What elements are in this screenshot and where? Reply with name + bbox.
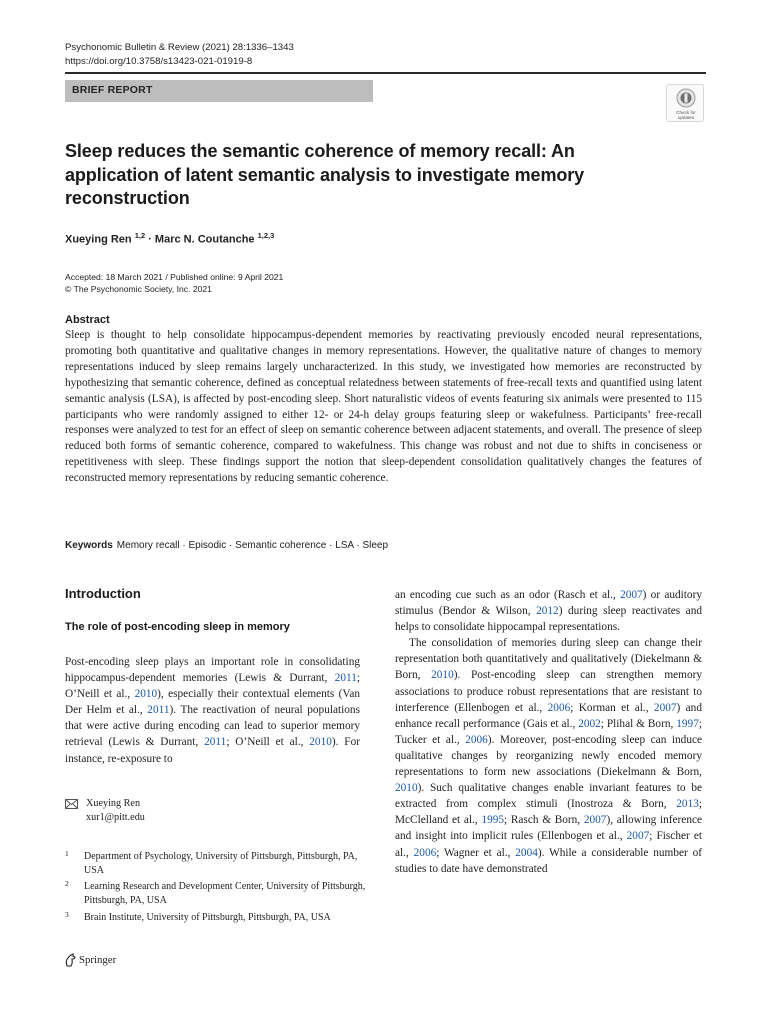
- citation-link[interactable]: 2007: [620, 589, 643, 601]
- abstract-heading: Abstract: [65, 314, 110, 326]
- citation-link[interactable]: 2006: [413, 846, 437, 859]
- publication-dates: Accepted: 18 March 2021 / Published online: 9 April 2021: [65, 272, 284, 282]
- author-affiliation-marker: 1,2,3: [257, 231, 275, 240]
- keywords: [65, 540, 388, 551]
- right-column-text: [395, 587, 702, 877]
- citation-link[interactable]: 2013: [676, 798, 699, 811]
- citation-link[interactable]: 2011: [204, 736, 227, 749]
- author-affiliation-marker: 1,2: [134, 231, 146, 240]
- citation-link[interactable]: 2007: [653, 701, 677, 714]
- citation-link[interactable]: 2010: [431, 669, 454, 682]
- author-name[interactable]: Xueying Ren: [65, 233, 132, 246]
- left-column-text: [65, 654, 360, 767]
- envelope-icon: [65, 799, 78, 812]
- author-separator: ·: [148, 233, 152, 246]
- subsection-heading: The role of post-encoding sleep in memory: [65, 621, 290, 633]
- citation-link[interactable]: 2004: [515, 846, 538, 859]
- paragraph: Post-encoding sleep plays an important role in consolidating hippocampus-dependent memories (Lewis & Durrant, 2011; O’Neill et al., 2010), especially their contextual elements (Van Der Helm et al., 2011). The reactivation of neural populations that were active during encoding can lead to superior memory retrieval (Lewis & Durrant, 2011; O’Neill et al., 2010). For instance, re-exposure to: [65, 656, 361, 765]
- keywords-list: Memory recall · Episodic · Semantic coherence · LSA · Sleep: [116, 540, 389, 551]
- keywords-label: Keywords: [65, 540, 113, 551]
- corresponding-author-email[interactable]: xur1@pitt.edu: [86, 812, 145, 823]
- abstract-text: Sleep is thought to help consolidate hippocampus-dependent memories by reactivating previously encoded neural representations, promoting both quantitative and qualitative changes in memory representations. However, the qualitative nature of changes to memory representations induced by sleep remains largely uncharacterized. In this study, we investigated how memories are reconstructed by hypothesizing that semantic coherence, defined as conceptual relatedness between statements of free-recall texts and quantified using latent semantic analysis (LSA), is affected by post-encoding sleep. Short naturalistic videos of events featuring six animals were presented to 115 participants who were randomly assigned to either 12- or 24-h delay groups featuring sleep or wakefulness. Participants’ free-recall responses were analyzed to test for an effect of sleep on semantic coherence between adjacent statements, and overall. The presence of sleep reduced both forms of semantic coherence, compared to wakefulness. This change was robust and not due to shifts in conciseness or repetitiveness with sleep. These findings support the notion that sleep-dependent consolidation qualitatively changes the features of reconstructed memory representations by reducing semantic coherence.: [65, 329, 702, 485]
- author-list: [65, 231, 274, 246]
- crossmark-label-2: updates: [677, 115, 695, 120]
- citation-link[interactable]: 2010: [309, 736, 332, 749]
- section-label: BRIEF REPORT: [72, 84, 153, 96]
- citation-link[interactable]: 2007: [626, 830, 650, 843]
- affiliation-number: 1: [65, 849, 69, 858]
- springer-horse-icon: [64, 953, 77, 972]
- citation-link[interactable]: 2006: [465, 733, 488, 746]
- crossmark-label-1: Check for: [676, 110, 696, 115]
- check-for-updates-badge[interactable]: [666, 84, 704, 122]
- publisher-name: Springer: [79, 954, 117, 966]
- citation-link[interactable]: 2011: [147, 704, 170, 717]
- affiliation-text: Department of Psychology, University of Pittsburgh, Pittsburgh, PA, USA: [84, 851, 358, 876]
- affiliation-text: Brain Institute, University of Pittsburgh, Pittsburgh, PA, USA: [84, 912, 331, 923]
- affiliation-number: 2: [65, 879, 69, 888]
- journal-citation: Psychonomic Bulletin & Review (2021) 28:1336–1343: [65, 42, 294, 53]
- paragraph: an encoding cue such as an odor (Rasch et al., 2007) or auditory stimulus (Bendor & Wilson, 2012) during sleep reactivates and helps to consolidate hippocampal representations.: [395, 589, 702, 634]
- citation-link[interactable]: 2011: [334, 672, 357, 685]
- crossmark-icon: [676, 88, 696, 108]
- citation-link[interactable]: 2006: [547, 701, 571, 714]
- citation-link[interactable]: 2010: [134, 688, 158, 701]
- doi-link[interactable]: https://doi.org/10.3758/s13423-021-01919-8: [65, 56, 253, 67]
- copyright-icon: ©: [65, 284, 72, 294]
- citation-link[interactable]: 1997: [676, 717, 699, 730]
- affiliation-text: Learning Research and Development Center, University of Pittsburgh, Pittsburgh, PA, USA: [84, 881, 366, 906]
- citation-link[interactable]: 2007: [583, 814, 607, 827]
- introduction-heading: Introduction: [65, 586, 141, 601]
- copyright-notice: [65, 283, 212, 295]
- citation-link[interactable]: 2012: [536, 605, 559, 618]
- citation-link[interactable]: 2010: [395, 782, 418, 795]
- citation-link[interactable]: 1995: [481, 814, 505, 827]
- paragraph: The consolidation of memories during sleep can change their representation both quantitatively and qualitatively (Diekelmann & Born, 2010). Post-encoding sleep can strengthen memory associations to produce robust representations that are resistant to interference (Ellenbogen et al., 2006; Korman et al., 2007) and enhance recall performance (Gais et al., 2002; Plihal & Born, 1997; Tucker et al., 2006). Moreover, post-encoding sleep can induce qualitative changes by reorganizing newly encoded memory representations to form new associations (Diekelmann & Born, 2010). Such qualitative changes enable invariant features to be extracted from complex stimuli (Inostroza & Born, 2013; McClelland et al., 1995; Rasch & Born, 2007), allowing inference and insight into implicit rules (Ellenbogen et al., 2007; Fischer et al., 2006; Wagner et al., 2004). While a considerable number of studies to date have demonstrated: [395, 637, 703, 875]
- citation-link[interactable]: 2002: [578, 717, 601, 730]
- header-rule: [65, 72, 706, 74]
- corresponding-author-name: Xueying Ren: [86, 798, 141, 809]
- affiliation-number: 3: [65, 910, 69, 919]
- author-name[interactable]: Marc N. Coutanche: [154, 233, 255, 246]
- copyright-text: The Psychonomic Society, Inc. 2021: [73, 284, 212, 294]
- article-title: Sleep reduces the semantic coherence of memory recall: An application of latent semantic analysis to investigate memory reconstruction: [65, 141, 585, 208]
